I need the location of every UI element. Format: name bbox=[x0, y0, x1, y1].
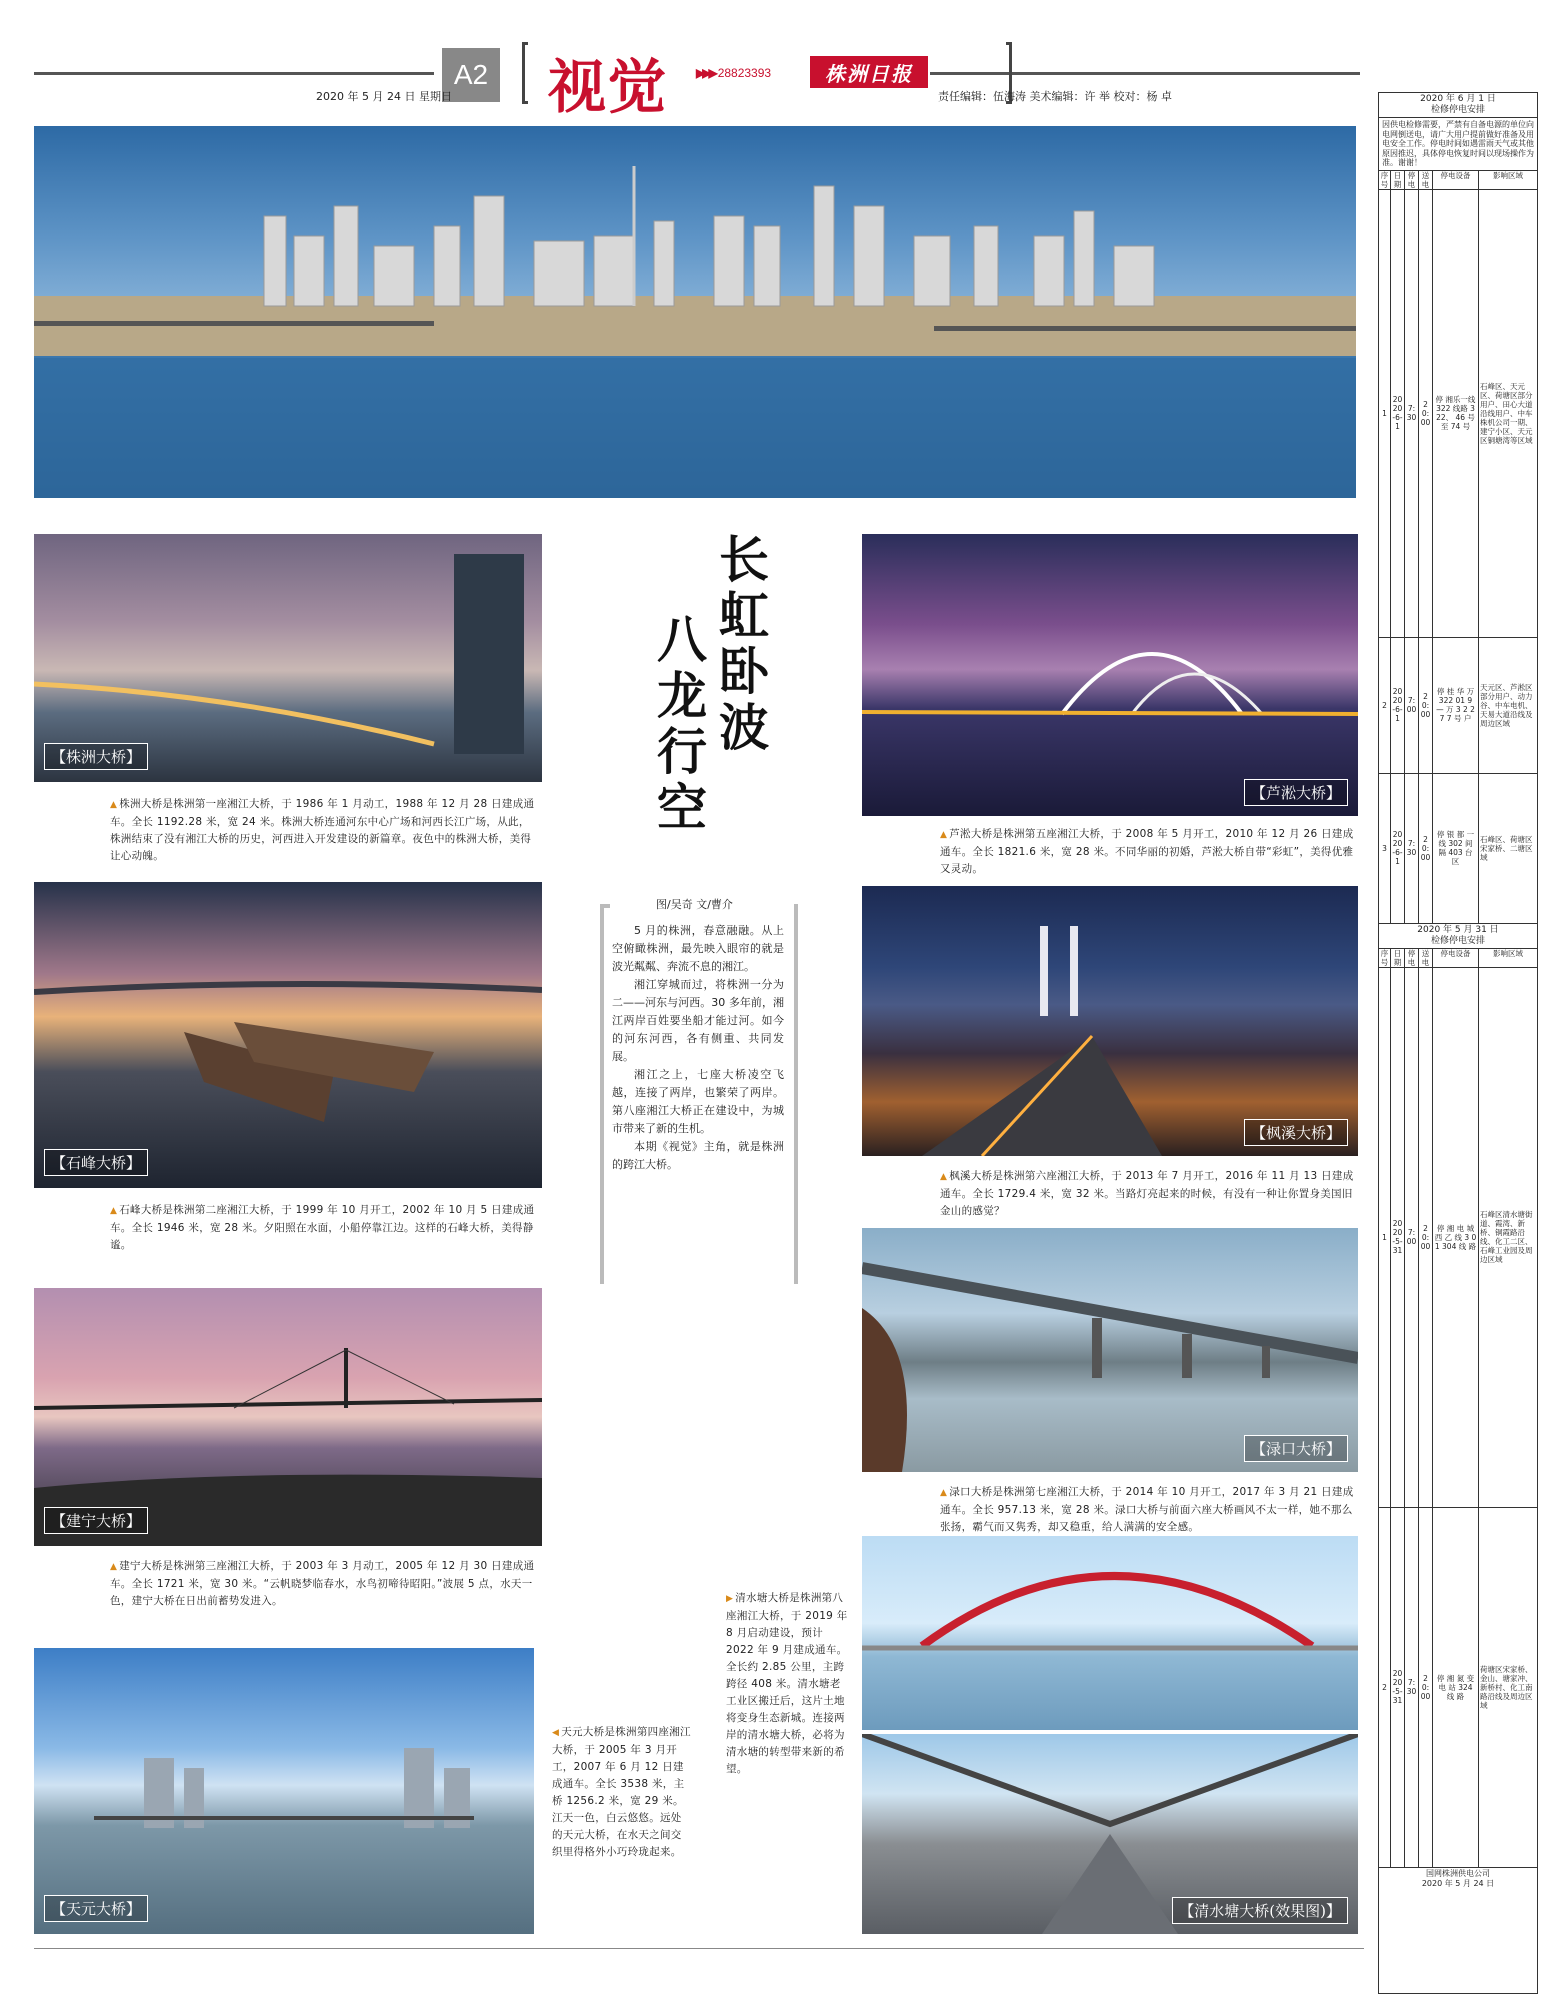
photo-zhuzhou-bridge bbox=[34, 534, 542, 782]
headline-line-2: 八龙行空 bbox=[657, 611, 707, 837]
article-paragraph: 湘江之上，七座大桥凌空飞越，连接了两岸，也繁荣了两岸。第八座湘江大桥正在建设中，为城市带来了新的生机。 bbox=[612, 1068, 784, 1135]
article-body bbox=[612, 922, 784, 1174]
bridge-illustration bbox=[862, 1536, 1358, 1730]
triangle-icon: ▲ bbox=[940, 830, 948, 840]
city-skyline-illustration bbox=[34, 126, 1356, 498]
editor-credits: 责任编辑：伍海涛 美术编辑：许 举 校对：杨 卓 bbox=[938, 90, 1172, 103]
photo-jianning-bridge bbox=[34, 1288, 542, 1546]
notice1-text: 因供电检修需要，严禁有自备电源的单位向电网倒送电，请广大用户提前做好准备及用电安全工作。停电时间如遇雷雨天气或其他原因推迟，具体停电恢复时间以现场操作为准。谢谢！ bbox=[1379, 118, 1537, 171]
bridge-illustration bbox=[862, 886, 1358, 1156]
desc-tianyuan: ◀ 天元大桥是株洲第四座湘江大桥，于 2005 年 3 月开工，2007 年 6 月 12 日建成通车。全长 3538 米，主桥 1256.2 米，宽 29 米。江天一色，白云悠悠。远处的天元大桥，在水天之间交织里得格外小巧玲珑起来。 bbox=[552, 1726, 691, 1858]
hotline-number: 28823393 bbox=[717, 66, 772, 80]
section-title: 视觉 bbox=[548, 53, 669, 121]
table-row: 1 2020-6-1 7:30 20:00 停 湘乐一线 322 线路 322、 46 号至 74 号 石峰区、天元区、荷塘区部分用户、田心大道沿线用户、中车株机公司一期、建宁小区、天元区铜塘湾等区域 bbox=[1379, 190, 1537, 638]
arrow-icon: ▶▶▶ bbox=[696, 66, 715, 80]
desc-shifeng: ▲ 石峰大桥是株洲第二座湘江大桥，于 1999 年 10 月开工，2002 年 10 月 5 日建成通车。全长 1946 米，宽 28 米。夕阳照在水面，小船停靠江边。这样的石峰大桥，美得静谧。 bbox=[110, 1204, 535, 1251]
triangle-icon: ▲ bbox=[110, 800, 118, 810]
bridge-illustration bbox=[34, 882, 542, 1188]
article-paragraph: 本期《视觉》主角，就是株洲的跨江大桥。 bbox=[612, 1140, 784, 1171]
photo-qingshuitang-render-exterior bbox=[862, 1536, 1358, 1730]
caption-tianyuan: 【天元大桥】 bbox=[44, 1895, 148, 1922]
triangle-icon: ▲ bbox=[110, 1206, 118, 1216]
caption-zhuzhou: 【株洲大桥】 bbox=[44, 743, 148, 770]
desc-qingshuitang: ▶ 清水塘大桥是株洲第八座湘江大桥，于 2019 年 8 月启动建设，预计 2022 年 9 月建成通车。全长约 2.85 公里，主跨跨径 408 米。清水塘老工业区搬迁后，这片土地将变身生态新城。连接两岸的清水塘大桥，必将为清水塘的转型带来新的希望。 bbox=[726, 1592, 848, 1775]
table2-header: 序号 日期 停电 送电 停电设备 影响区域 bbox=[1379, 949, 1537, 968]
header-rule-right bbox=[930, 72, 1360, 75]
desc-jianning: ▲ 建宁大桥是株洲第三座湘江大桥，于 2003 年 3 月动工，2005 年 12 月 30 日建成通车。全长 1721 米，宽 30 米。“云帆晓梦临春水，水鸟初啼待昭阳。”波展 5 点，水天一色，建宁大桥在日出前蓄势发进入。 bbox=[110, 1560, 535, 1607]
triangle-icon: ▲ bbox=[940, 1488, 948, 1498]
sidebar-signature: 国网株洲供电公司 2020 年 5 月 24 日 bbox=[1421, 1868, 1495, 1888]
triangle-icon: ▶ bbox=[726, 1594, 734, 1604]
masthead-logo: 株洲日报 bbox=[810, 56, 928, 88]
header-rule-left bbox=[34, 72, 434, 75]
desc-lusong: ▲ 芦淞大桥是株洲第五座湘江大桥，于 2008 年 5 月开工，2010 年 12 月 26 日建成通车。全长 1821.6 米，宽 28 米。不同华丽的初婚，芦淞大桥自带“彩虹”，美得优雅又灵动。 bbox=[940, 828, 1354, 875]
triangle-icon: ◀ bbox=[552, 1728, 560, 1738]
desc-fengxi: ▲ 枫溪大桥是株洲第六座湘江大桥，于 2013 年 7 月开工，2016 年 11 月 13 日建成通车。全长 1729.4 米，宽 32 米。当路灯亮起来的时候，有没有一种让你置身美国旧金山的感觉？ bbox=[940, 1170, 1354, 1217]
panorama-photo bbox=[34, 126, 1356, 498]
photo-lusong-bridge bbox=[862, 534, 1358, 816]
photo-lukou-bridge bbox=[862, 1228, 1358, 1472]
headline-line-1: 长虹卧波 bbox=[719, 531, 769, 757]
desc-lukou: ▲ 渌口大桥是株洲第七座湘江大桥，于 2014 年 10 月开工，2017 年 3 月 21 日建成通车。全长 957.13 米，宽 28 米。渌口大桥与前面六座大桥画风不太一样，她不那么张扬，霸气而又隽秀，却又稳重，给人满满的安全感。 bbox=[940, 1486, 1354, 1533]
caption-qingshuitang: 【清水塘大桥(效果图)】 bbox=[1172, 1897, 1348, 1924]
caption-lusong: 【芦淞大桥】 bbox=[1244, 779, 1348, 806]
article-paragraph: 5 月的株洲，春意融融。从上空俯瞰株洲，最先映入眼帘的就是波光粼粼、奔流不息的湘江。 bbox=[612, 924, 784, 973]
triangle-icon: ▲ bbox=[940, 1172, 948, 1182]
notice2-title: 2020 年 5 月 31 日 检修停电安排 bbox=[1379, 924, 1537, 949]
byline: 图/吴奇 文/曹介 bbox=[652, 896, 737, 912]
photo-qingshuitang-render-deck bbox=[862, 1734, 1358, 1934]
table-row: 1 2020-5-31 7:00 20:00 停 湘 电 城 西 乙 线 3 0 1 304 线 路 石峰区清水塘街道、霞湾、新桥、铜霞路沿线、化工二区、石峰工业园及周边区域 bbox=[1379, 968, 1537, 1508]
photo-fengxi-bridge bbox=[862, 886, 1358, 1156]
power-outage-sidebar bbox=[1378, 92, 1538, 1994]
photo-tianyuan-bridge bbox=[34, 1648, 534, 1934]
notice1-title: 2020 年 6 月 1 日 检修停电安排 bbox=[1379, 93, 1537, 118]
hotline bbox=[696, 66, 771, 80]
caption-shifeng: 【石峰大桥】 bbox=[44, 1149, 148, 1176]
table1-header: 序号 日期 停电 送电 停电设备 影响区域 bbox=[1379, 171, 1537, 190]
triangle-icon: ▲ bbox=[110, 1562, 118, 1572]
caption-fengxi: 【枫溪大桥】 bbox=[1244, 1119, 1348, 1146]
caption-jianning: 【建宁大桥】 bbox=[44, 1507, 148, 1534]
title-bracket-left bbox=[522, 42, 528, 104]
bridge-illustration bbox=[862, 534, 1358, 816]
desc-zhuzhou: ▲ 株洲大桥是株洲第一座湘江大桥，于 1986 年 1 月动工，1988 年 12 月 28 日建成通车。全长 1192.28 米，宽 24 米。株洲大桥连通河东中心广场和河西长江广场，从此，株洲结束了没有湘江大桥的历史，河西进入开发建设的新篇章。夜色中的株洲大桥，美得让心动魄。 bbox=[110, 798, 535, 862]
bottom-rule bbox=[34, 1948, 1364, 1949]
bridge-illustration bbox=[34, 1648, 534, 1934]
photo-shifeng-bridge bbox=[34, 882, 542, 1188]
publication-date: 2020 年 5 月 24 日 星期日 bbox=[316, 90, 452, 103]
table-row: 2 2020-5-31 7:30 20:00 停 湘 氮 变 电 站 324 线 路 荷塘区宋家桥、金山、塘家冲、新桥村、化工南路沿线及周边区域 bbox=[1379, 1508, 1537, 1868]
caption-lukou: 【渌口大桥】 bbox=[1244, 1435, 1348, 1462]
table-row: 3 2020-6-1 7:30 20:00 停 银 都 一 线 302 间 隔 403 台 区 石峰区、荷塘区宋家桥、二塘区域 bbox=[1379, 774, 1537, 924]
article-paragraph: 湘江穿城而过，将株洲一分为二——河东与河西。30 多年前，湘江两岸百姓要坐船才能过河。如今的河东河西，各有侧重、共同发展。 bbox=[612, 978, 784, 1063]
page-number: A2 bbox=[442, 48, 500, 102]
table-row: 2 2020-6-1 7:00 20:00 停 桂 华 万 322 01 9 — 万 3 2 2 7 7 号 户 天元区、芦淞区部分用户、动力谷、中车电机、天易大道沿线及周边区域 bbox=[1379, 638, 1537, 774]
